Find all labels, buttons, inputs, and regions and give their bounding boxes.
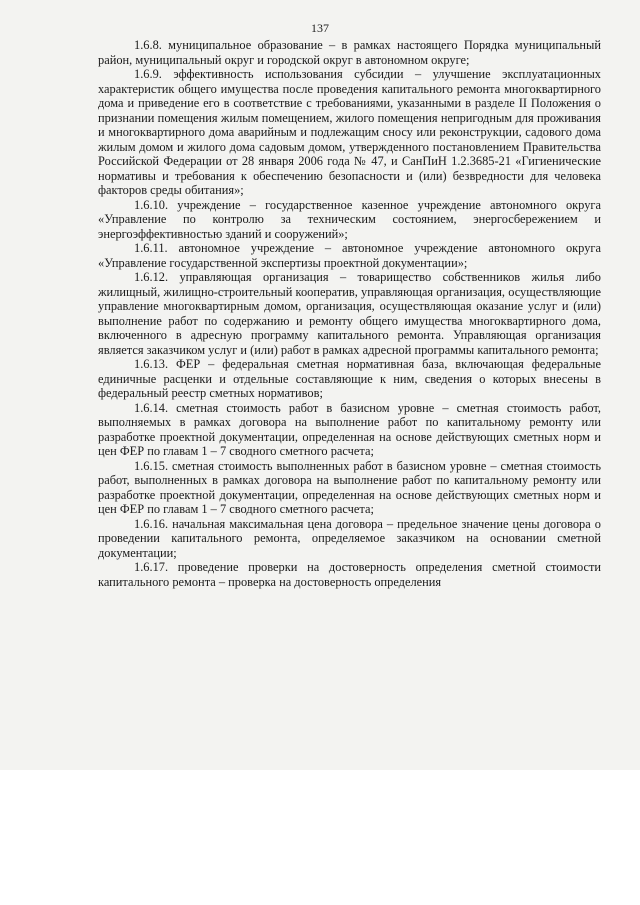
blank-margin xyxy=(0,770,640,905)
page-number: 137 xyxy=(311,21,329,35)
paragraph-1-6-16: 1.6.16. начальная максимальная цена договора – предельное значение цены договора о проведении капитального ремонта, определяемое заказчиком на основании сметной документации; xyxy=(98,516,601,560)
paragraph-1-6-15: 1.6.15. сметная стоимость выполненных работ в базисном уровне – сметная стоимость работ, выполненных в рамках договора на выполнение работ по капитальному ремонту или разработке проектной документации, определенная на основе действующих сметных норм и цен ФЕР по главам 1 – 7 сводного сметного расчета; xyxy=(98,458,601,516)
paragraph-1-6-14: 1.6.14. сметная стоимость работ в базисном уровне – сметная стоимость работ, выполняемых в рамках договора на выполнение работ по капитальному ремонту или разработке проектной документации, определенная на основе действующих сметных норм и цен ФЕР по главам 1 – 7 сводного сметного расчета; xyxy=(98,400,601,458)
paragraph-1-6-10: 1.6.10. учреждение – государственное казенное учреждение автономного округа «Управление по контролю за техническим состоянием, энергосбережением и энергоэффективностью зданий и сооружений»; xyxy=(98,197,601,241)
document-body xyxy=(98,38,601,589)
paragraph-1-6-9: 1.6.9. эффективность использования субсидии – улучшение эксплуатационных характеристик общего имущества после проведения капитального ремонта многоквартирного дома и приведение его в соответствие с требованиями, указанными в разделе II Положения о признании помещения жилым помещением, жилого помещения непригодным для проживания и многоквартирного дома аварийным и подлежащим сносу или реконструкции, садового дома жилым домом и жилого дома садовым домом, утвержденного постановлением Правительства Российской Федерации от 28 января 2006 года № 47, и СанПиН 1.2.3685-21 «Гигиенические нормативы и требования к обеспечению безопасности и (или) безвредности для человека факторов среды обитания»; xyxy=(98,67,601,197)
paragraph-1-6-13: 1.6.13. ФЕР – федеральная сметная нормативная база, включающая федеральные единичные расценки и отдельные составляющие к ним, сведения о которых внесены в федеральный реестр сметных нормативов; xyxy=(98,357,601,400)
paragraph-1-6-8: 1.6.8. муниципальное образование – в рамках настоящего Порядка муниципальный район, муниципальный округ и городской округ в автономном округе; xyxy=(98,38,601,67)
paragraph-1-6-17: 1.6.17. проведение проверки на достоверность определения сметной стоимости капитального ремонта – проверка на достоверность определения xyxy=(98,560,601,589)
paragraph-1-6-11: 1.6.11. автономное учреждение – автономное учреждение автономного округа «Управление государственной экспертизы проектной документации»; xyxy=(98,241,601,270)
paragraph-1-6-12: 1.6.12. управляющая организация – товарищество собственников жилья либо жилищный, жилищно-строительный кооператив, управляющая организация, осуществляющие управление многоквартирным домом, организация, осуществляющая оказание услуг и (или) выполнение работ по содержанию и ремонту общего имущества многоквартирного дома, включенного в адресную программу капитального ремонта. Управляющая организация является заказчиком услуг и (или) работ в рамках адресной программы капитального ремонта; xyxy=(98,270,601,357)
